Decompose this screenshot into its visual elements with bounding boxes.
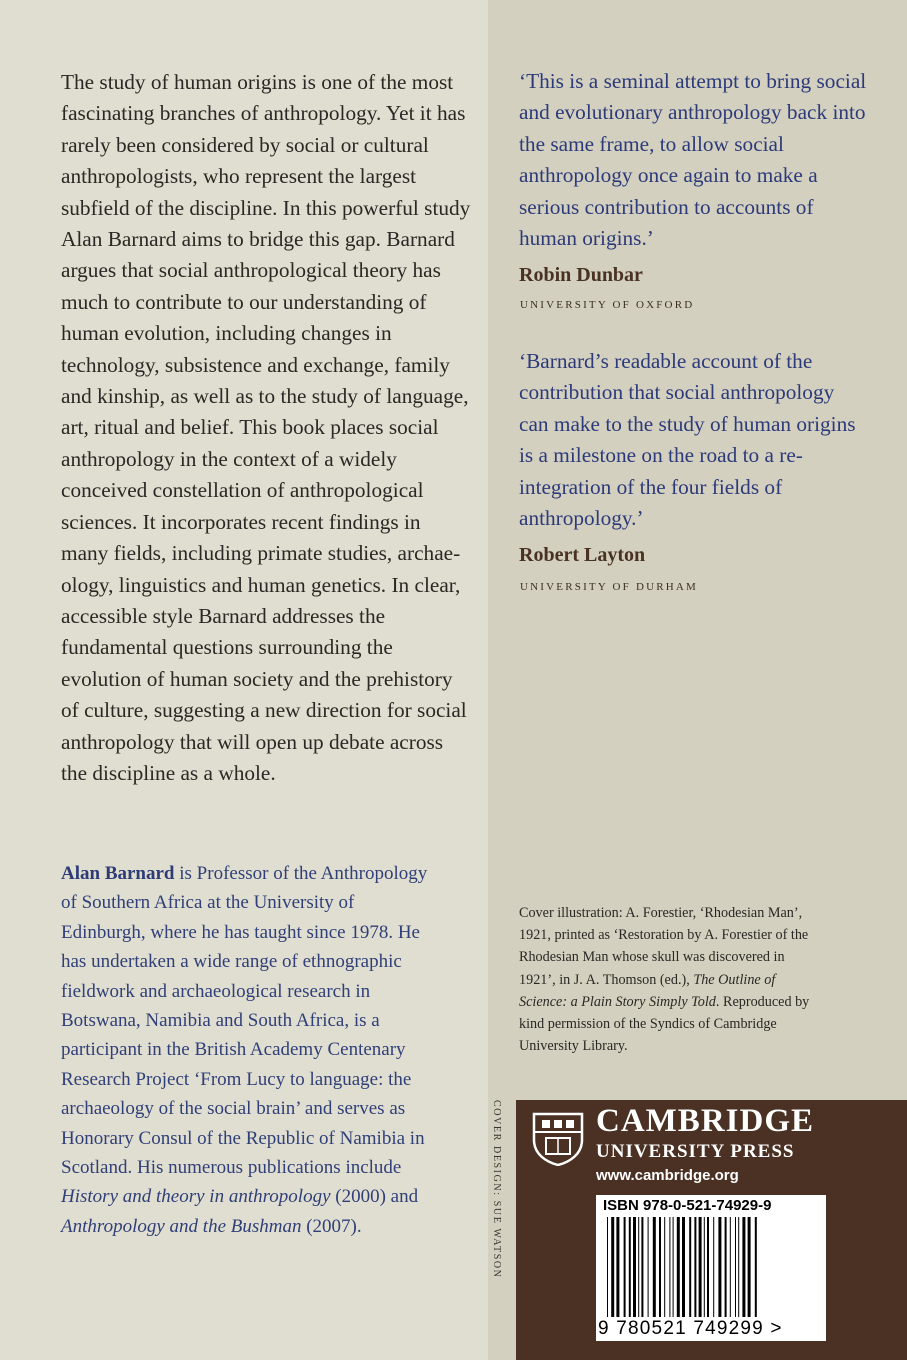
review-affiliation-1: UNIVERSITY OF OXFORD <box>520 299 695 311</box>
review-quote-2: ‘Barnard’s readable account of the contribution that social anthropology can make to the study of human origins is a milestone on the road to a re-integration of the four fields of anthropology.’ <box>519 349 856 531</box>
barcode-digits: 9 780521 749299 > <box>598 1318 783 1339</box>
cover-illustration-credit <box>519 902 819 1057</box>
book-blurb: The study of human origins is one of the most fascinating branches of anthropology. Yet it has rarely been considered by social or cultural anthropologists, who represent the largest subfield of the discipline. In this powerful study Alan Barnard aims to bridge this gap. Barnard argues that social anthropological theory has much to contribute to our understanding of human evolution, including changes in technology, subsistence and exchange, family and kinship, as well as to the study of language, art, ritual and belief. This book places social anthropology in the context of a widely conceived constellation of anthropological sciences. It incorporates recent findings in many fields, including primate studies, archaeology, linguistics and human genetics. In clear, accessible style Barnard addresses the fundamental questions surrounding the evolution of human society and the prehistory of culture, suggesting a new direction for social anthropology that will open up debate across the discipline as a whole. <box>61 70 471 785</box>
review-author-2: Robert Layton <box>519 544 646 566</box>
author-name: Alan Barnard <box>61 863 175 884</box>
bio-book-2: Anthropology and the Bushman <box>61 1215 302 1237</box>
author-bio <box>61 859 441 1241</box>
credit-text-1: Cover illustration: A. Forestier, ‘Rhodesian Man’, 1921, printed as ‘Restoration by A. Forestier of the Rhodesian Man whose skull was discovered in 1921’, in J. A. Thomson (ed.), <box>519 905 809 988</box>
credit-text-2: . Reproduced by kind permission of the Syndics of Cambridge University Library. <box>519 993 810 1055</box>
publisher-subtitle: UNIVERSITY PRESS <box>596 1141 795 1162</box>
bio-book-1: History and theory in anthropology <box>61 1186 331 1208</box>
bio-text-1: is Professor of the Anthropology of Southern Africa at the University of Edinburgh, where he has taught since 1978. He has undertaken a wide range of ethnographic fieldwork and archaeological research in Botswana, Namibia and South Africa, is a participant in the British Academy Centenary Research Project ‘From Lucy to language: the archaeology of the social brain’ and serves as Honorary Consul of the Republic of Namibia in Scotland. His numerous publications include <box>61 863 428 1179</box>
credit-book-title: The Outline of Science: a Plain Story Simply Told <box>519 971 776 1010</box>
bio-text-2: (2000) and <box>330 1186 419 1208</box>
bio-text-3: (2007). <box>301 1215 362 1237</box>
cambridge-crest-icon <box>530 1108 586 1166</box>
isbn-label: ISBN 978-0-521-74929-9 <box>603 1197 772 1214</box>
review-affiliation-2: UNIVERSITY OF DURHAM <box>520 581 699 593</box>
barcode-icon <box>603 1217 819 1321</box>
publisher-url: www.cambridge.org <box>596 1167 739 1184</box>
review-author-1: Robin Dunbar <box>519 264 643 286</box>
review-quote-1: ‘This is a seminal attempt to bring social and evolutionary anthropology back into the same frame, to allow social anthropology once again to make a serious contribution to accounts of human origins.’ <box>519 69 867 251</box>
cover-design-credit: COVER DESIGN: SUE WATSON <box>491 1100 502 1279</box>
publisher-name: CAMBRIDGE <box>596 1103 815 1139</box>
